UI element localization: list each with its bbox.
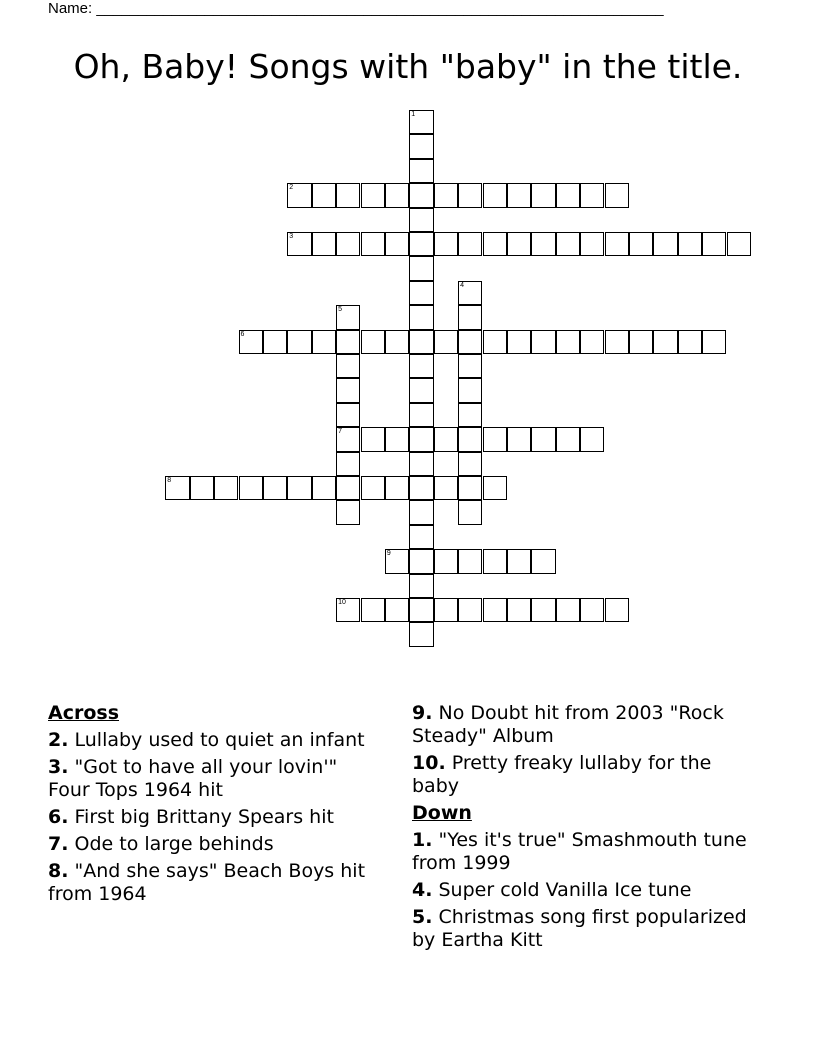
clue-down-4: 4. Super cold Vanilla Ice tune: [412, 879, 692, 901]
grid-cell[interactable]: [702, 330, 726, 354]
grid-cell[interactable]: [385, 330, 409, 354]
grid-cell[interactable]: [361, 476, 385, 500]
grid-cell[interactable]: [727, 232, 751, 256]
grid-cell[interactable]: [507, 183, 531, 207]
grid-cell[interactable]: [580, 427, 604, 451]
grid-cell[interactable]: [605, 183, 629, 207]
grid-cell[interactable]: [312, 183, 336, 207]
grid-cell[interactable]: [605, 598, 629, 622]
grid-cell[interactable]: [507, 232, 531, 256]
grid-cell[interactable]: [361, 598, 385, 622]
cell-number: 5: [338, 306, 342, 314]
grid-cell[interactable]: [531, 549, 555, 573]
grid-cell[interactable]: [239, 330, 263, 354]
grid-cell[interactable]: [605, 330, 629, 354]
grid-cell[interactable]: [580, 183, 604, 207]
grid-cell[interactable]: [531, 183, 555, 207]
grid-cell[interactable]: [361, 330, 385, 354]
grid-cell[interactable]: [531, 427, 555, 451]
grid-cell[interactable]: [409, 427, 433, 451]
grid-cell[interactable]: [483, 476, 507, 500]
grid-cell[interactable]: [556, 183, 580, 207]
grid-cell[interactable]: [458, 232, 482, 256]
grid-cell[interactable]: [287, 330, 311, 354]
grid-cell[interactable]: [336, 427, 360, 451]
cell-number: 6: [240, 330, 245, 338]
grid-cell[interactable]: [483, 549, 507, 573]
grid-cell[interactable]: [385, 427, 409, 451]
grid-cell[interactable]: [556, 427, 580, 451]
grid-cell[interactable]: [409, 159, 433, 183]
grid-cell[interactable]: [556, 232, 580, 256]
grid-cell[interactable]: [434, 232, 458, 256]
cell-number: 7: [338, 428, 342, 436]
grid-cell[interactable]: [507, 427, 531, 451]
across-clues: [48, 702, 378, 910]
grid-cell[interactable]: [385, 183, 409, 207]
grid-cell[interactable]: [580, 598, 604, 622]
grid-cell[interactable]: [409, 378, 433, 402]
grid-cell[interactable]: [336, 500, 360, 524]
grid-cell[interactable]: [409, 549, 433, 573]
grid-cell[interactable]: [409, 110, 433, 134]
grid-cell[interactable]: [531, 232, 555, 256]
grid-cell[interactable]: [409, 134, 433, 158]
clue-down-5: 5. Christmas song first popularized by Eartha Kitt: [412, 906, 747, 951]
grid-cell[interactable]: [458, 183, 482, 207]
grid-cell[interactable]: [458, 305, 482, 329]
grid-cell[interactable]: [409, 305, 433, 329]
grid-cell[interactable]: [580, 330, 604, 354]
grid-cell[interactable]: [190, 476, 214, 500]
grid-cell[interactable]: [653, 330, 677, 354]
grid-cell[interactable]: [678, 330, 702, 354]
grid-cell[interactable]: [385, 476, 409, 500]
grid-cell[interactable]: [385, 598, 409, 622]
grid-cell[interactable]: [287, 476, 311, 500]
grid-cell[interactable]: [409, 525, 433, 549]
grid-cell[interactable]: [458, 452, 482, 476]
grid-cell[interactable]: [629, 232, 653, 256]
grid-cell[interactable]: [653, 232, 677, 256]
name-line: Name: ____________________________________________________________________: [48, 0, 664, 17]
grid-cell[interactable]: [531, 330, 555, 354]
cell-number: 2: [289, 184, 294, 192]
grid-cell[interactable]: [458, 378, 482, 402]
grid-cell[interactable]: [556, 598, 580, 622]
clue-across-10: 10. Pretty freaky lullaby for the baby: [412, 752, 712, 797]
grid-cell[interactable]: [580, 232, 604, 256]
grid-cell[interactable]: [605, 232, 629, 256]
grid-cell[interactable]: [361, 183, 385, 207]
cell-number: 3: [289, 233, 294, 240]
grid-cell[interactable]: [336, 183, 360, 207]
grid-cell[interactable]: [531, 598, 555, 622]
grid-cell[interactable]: [336, 476, 360, 500]
grid-cell[interactable]: [287, 232, 311, 256]
across-heading: Across: [48, 702, 120, 724]
grid-cell[interactable]: [312, 330, 336, 354]
grid-cell[interactable]: [458, 403, 482, 427]
grid-cell[interactable]: [385, 232, 409, 256]
page-title: Oh, Baby! Songs with "baby" in the title.: [73, 47, 743, 86]
grid-cell[interactable]: [214, 476, 238, 500]
grid-cell[interactable]: [434, 549, 458, 573]
right-clues: [412, 702, 762, 956]
grid-cell[interactable]: [458, 427, 482, 451]
cell-number: 8: [167, 477, 172, 484]
grid-cell[interactable]: [458, 330, 482, 354]
grid-cell[interactable]: [458, 281, 482, 305]
grid-cell[interactable]: [409, 476, 433, 500]
grid-cell[interactable]: [263, 330, 287, 354]
grid-cell[interactable]: [483, 183, 507, 207]
grid-cell[interactable]: [409, 622, 433, 646]
grid-cell[interactable]: [409, 208, 433, 232]
cell-number: 1: [411, 111, 416, 118]
cell-number: 4: [460, 281, 464, 289]
grid-cell[interactable]: [434, 598, 458, 622]
grid-cell[interactable]: [361, 427, 385, 451]
grid-cell[interactable]: [458, 476, 482, 500]
grid-cell[interactable]: [458, 598, 482, 622]
grid-cell[interactable]: [336, 354, 360, 378]
grid-cell[interactable]: [507, 549, 531, 573]
grid-cell[interactable]: [483, 427, 507, 451]
down-heading: Down: [412, 802, 472, 824]
grid-cell[interactable]: [409, 330, 433, 354]
grid-cell[interactable]: [556, 330, 580, 354]
grid-cell[interactable]: [287, 183, 311, 207]
grid-cell[interactable]: [336, 378, 360, 402]
grid-cell[interactable]: [458, 500, 482, 524]
grid-cell[interactable]: [507, 330, 531, 354]
grid-cell[interactable]: [434, 330, 458, 354]
grid-cell[interactable]: [239, 476, 263, 500]
grid-cell[interactable]: [409, 354, 433, 378]
grid-cell[interactable]: [312, 476, 336, 500]
grid-cell[interactable]: [702, 232, 726, 256]
grid-cell[interactable]: [409, 574, 433, 598]
grid-cell[interactable]: [409, 232, 433, 256]
grid-cell[interactable]: [336, 232, 360, 256]
grid-cell[interactable]: [458, 354, 482, 378]
grid-cell[interactable]: [458, 549, 482, 573]
grid-cell[interactable]: [409, 403, 433, 427]
grid-cell[interactable]: [336, 305, 360, 329]
clue-across-9: 9. No Doubt hit from 2003 "Rock Steady" Album: [412, 702, 724, 747]
grid-cell[interactable]: [361, 232, 385, 256]
clue-across-7: 7. Ode to large behinds: [48, 833, 274, 855]
grid-cell[interactable]: [434, 183, 458, 207]
grid-cell[interactable]: [409, 500, 433, 524]
clue-across-6: 6. First big Brittany Spears hit: [48, 806, 334, 828]
clue-across-2: 2. Lullaby used to quiet an infant: [48, 729, 365, 751]
grid-cell[interactable]: [336, 452, 360, 476]
grid-cell[interactable]: [483, 598, 507, 622]
grid-cell[interactable]: [629, 330, 653, 354]
grid-cell[interactable]: [336, 598, 360, 622]
grid-cell[interactable]: [434, 476, 458, 500]
cell-number: 9: [386, 550, 391, 558]
grid-cell[interactable]: [336, 403, 360, 427]
grid-cell[interactable]: [678, 232, 702, 256]
grid-cell[interactable]: [409, 281, 433, 305]
grid-cell[interactable]: [409, 183, 433, 207]
clue-across-8: 8. "And she says" Beach Boys hit from 1964: [48, 860, 366, 905]
grid-cell[interactable]: [263, 476, 287, 500]
grid-cell[interactable]: [385, 549, 409, 573]
grid-cell[interactable]: [507, 598, 531, 622]
clue-down-1: 1. "Yes it's true" Smashmouth tune from 1999: [412, 829, 747, 874]
grid-cell[interactable]: [434, 427, 458, 451]
grid-cell[interactable]: [336, 330, 360, 354]
grid-cell[interactable]: [165, 476, 189, 500]
grid-cell[interactable]: [483, 330, 507, 354]
grid-cell[interactable]: [409, 256, 433, 280]
grid-cell[interactable]: [312, 232, 336, 256]
clue-across-3: 3. "Got to have all your lovin'" Four Tops 1964 hit: [48, 756, 338, 801]
cell-number: 10: [338, 599, 346, 606]
grid-cell[interactable]: [409, 452, 433, 476]
grid-cell[interactable]: [409, 598, 433, 622]
grid-cell[interactable]: [483, 232, 507, 256]
